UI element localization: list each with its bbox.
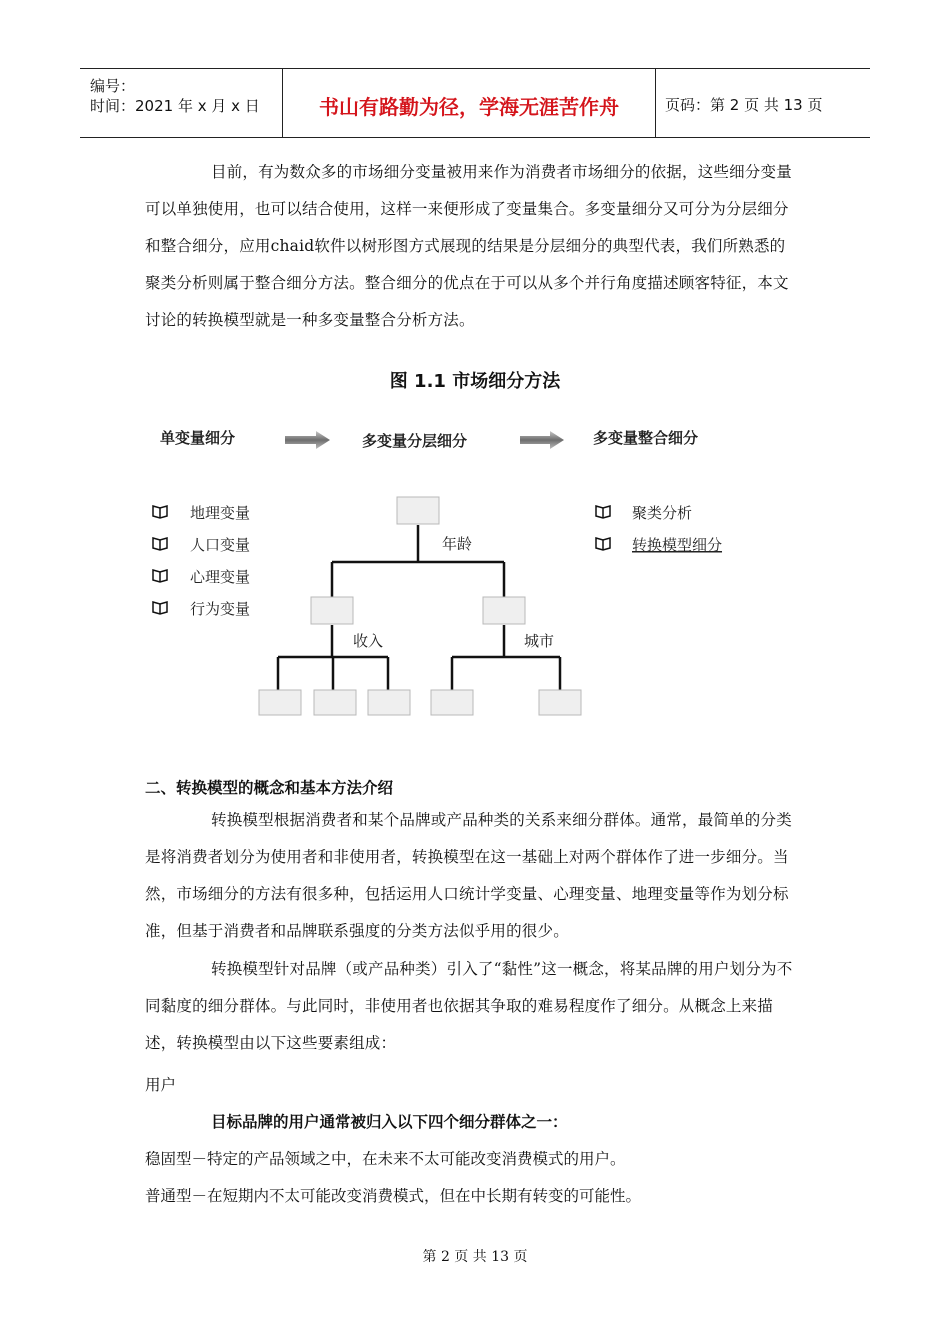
book-icon [153, 506, 167, 518]
col1-item: 行为变量 [190, 600, 251, 618]
page-header [80, 68, 870, 138]
tree-node-right [483, 597, 525, 624]
tree-node-left [311, 597, 353, 624]
col1-item: 地理变量 [190, 504, 251, 522]
intro-paragraph: 目前，有为数众多的市场细分变量被用来作为消费者市场细分的依据，这些细分变量可以单独使用，也可以结合使用，这样一来便形成了变量集合。多变量细分又可分为分层细分和整合细分，应用chaid软件以树形图方式展现的结果是分层细分的典型代表，我们所熟悉的聚类分析则属于整合细分方法。整合细分的优点在于可以从多个并行角度描述顾客特征，本文讨论的转换模型就是一种多变量整合分析方法。 [145, 163, 792, 329]
section-heading: 二、转换模型的概念和基本方法介绍 [145, 779, 394, 797]
tree-node-root [397, 497, 439, 524]
tree-node-leaf [431, 690, 473, 715]
col1-item: 人口变量 [190, 536, 251, 554]
page-number-label: 页码：第 2 页 共 13 页 [665, 96, 823, 114]
col2-title: 多变量分层细分 [362, 432, 468, 450]
tree-label-root: 年龄 [442, 535, 473, 553]
section-paragraph-2: 转换模型针对品牌（或产品种类）引入了“黏性”这一概念，将某品牌的用户划分为不同黏度的细分群体。与此同时，非使用者也依据其争取的难易程度作了细分。从概念上来描述，转换模型由以下这些要素组成： [145, 960, 793, 1052]
tree-node-leaf [368, 690, 410, 715]
figure-title: 图 1.1 市场细分方法 [389, 371, 561, 392]
tree-node-leaf [539, 690, 581, 715]
section-paragraph-1: 转换模型根据消费者和某个品牌或产品种类的关系来细分群体。通常，最简单的分类是将消费者划分为使用者和非使用者，转换模型在这一基础上对两个群体作了进一步细分。当然，市场细分的方法有很多种，包括运用人口统计学变量、心理变量、地理变量等作为划分标准，但基于消费者和品牌联系强度的分类方法似乎用的很少。 [145, 811, 792, 940]
book-icon [153, 570, 167, 582]
header-motto-cell [282, 69, 656, 137]
tree-node-leaf [314, 690, 356, 715]
list-item: 普通型－在短期内不太可能改变消费模式，但在中长期有转变的可能性。 [145, 1187, 642, 1205]
tree-label-left: 收入 [353, 632, 384, 650]
header-page-cell [655, 69, 870, 137]
sub-heading: 目标品牌的用户通常被归入以下四个细分群体之一： [211, 1113, 568, 1131]
col1-item: 心理变量 [190, 568, 251, 586]
list-item: 稳固型－特定的产品领域之中，在未来不太可能改变消费模式的用户。 [145, 1150, 626, 1168]
time-label: 时间：2021 年 x 月 x 日 [90, 97, 260, 115]
book-icon [153, 538, 167, 550]
arrow-right-icon [520, 431, 564, 449]
motto-text: 书山有路勤为径，学海无涯苦作舟 [319, 95, 619, 119]
book-icon [596, 538, 610, 550]
col3-item: 转换模型细分 [632, 536, 723, 554]
col1-title: 单变量细分 [160, 429, 236, 447]
book-icon [596, 506, 610, 518]
col3-list [596, 504, 722, 554]
tree-label-right: 城市 [524, 632, 555, 650]
col3-title: 多变量整合细分 [593, 429, 699, 447]
col3-item: 聚类分析 [632, 504, 693, 522]
market-segmentation-diagram [0, 415, 950, 735]
tree-nodes [259, 497, 581, 715]
page-footer: 第 2 页 共 13 页 [422, 1249, 528, 1265]
tree-node-leaf [259, 690, 301, 715]
number-label: 编号： [90, 77, 136, 95]
users-label: 用户 [145, 1076, 177, 1094]
header-meta-cell [80, 69, 282, 137]
col1-list [153, 504, 250, 618]
arrow-right-icon [285, 431, 330, 449]
book-icon [153, 602, 167, 614]
